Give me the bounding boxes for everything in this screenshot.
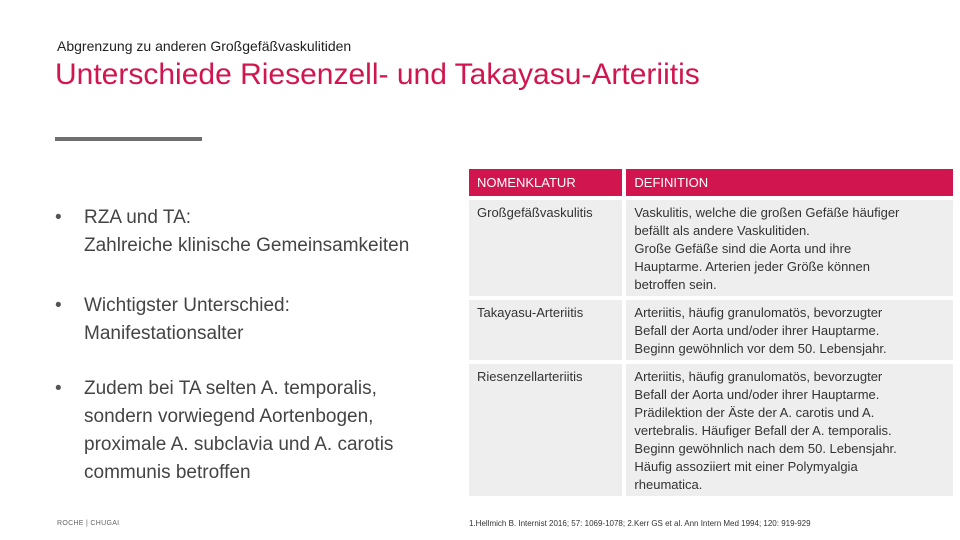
definition-line: Hauptarme. Arterien jeder Größe können (634, 259, 870, 274)
bullet-line: Manifestationsalter (84, 323, 244, 344)
definition-cell (626, 296, 953, 360)
bullet-item (55, 292, 460, 348)
term-cell: Takayasu-Arteriitis (469, 296, 626, 360)
bullet-dot-icon: • (55, 207, 62, 228)
bullet-line: proximale A. subclavia und A. carotis (84, 434, 394, 455)
definition-cell (626, 196, 953, 296)
bullet-item (55, 204, 460, 260)
column-header-nomenklatur: NOMENKLATUR (469, 169, 626, 196)
definition-line: Arteriitis, häufig granulomatös, bevorzugter (634, 305, 883, 320)
table-row (469, 196, 953, 296)
section-kicker: Abgrenzung zu anderen Großgefäßvaskulitiden (57, 38, 352, 54)
definition-line: rheumatica. (634, 477, 703, 492)
definition-line: Arteriitis, häufig granulomatös, bevorzugter (634, 369, 883, 384)
definition-line: Beginn gewöhnlich vor dem 50. Lebensjahr. (634, 341, 887, 356)
footer-reference: 1.Hellmich B. Internist 2016; 57: 1069-1078; 2.Kerr GS et al. Ann Intern Med 1994; 120: 919-929 (469, 519, 811, 528)
definition-cell (626, 360, 953, 496)
bullet-item (55, 375, 460, 487)
definition-line: Häufig assoziiert mit einer Polymyalgia (634, 459, 858, 474)
definition-line: vertebralis. Häufiger Befall der A. temporalis. (634, 423, 892, 438)
bullet-line: Zahlreiche klinische Gemeinsamkeiten (84, 235, 410, 256)
definition-line: Prädilektion der Äste der A. carotis und A. (634, 405, 875, 420)
bullet-line: Wichtigster Unterschied: (84, 295, 290, 316)
table-header-row (469, 169, 953, 196)
definition-line: Vaskulitis, welche die großen Gefäße häufiger (634, 205, 900, 220)
bullet-line: communis betroffen (84, 462, 251, 483)
definition-line: betroffen sein. (634, 277, 717, 292)
definition-line: Beginn gewöhnlich nach dem 50. Lebensjahr. (634, 441, 897, 456)
column-header-definition: DEFINITION (626, 169, 953, 196)
definition-line: Große Gefäße sind die Aorta und ihre (634, 241, 852, 256)
slide-title: Unterschiede Riesenzell- und Takayasu-Arteriitis (55, 58, 700, 91)
bullet-dot-icon: • (55, 378, 62, 399)
footer-brand: ROCHE | CHUGAI (57, 520, 120, 527)
bullet-line: sondern vorwiegend Aortenbogen, (84, 406, 374, 427)
term-cell: Großgefäßvaskulitis (469, 196, 626, 296)
bullet-list (55, 200, 460, 487)
definition-line: Befall der Aorta und/oder ihrer Hauptarme. (634, 323, 880, 338)
nomenclature-table (469, 169, 953, 496)
term-cell: Riesenzellarteriitis (469, 360, 626, 496)
table-row (469, 296, 953, 360)
title-underline (55, 137, 202, 141)
definition-line: befällt als andere Vaskulitiden. (634, 223, 810, 238)
bullet-line: RZA und TA: (84, 207, 192, 228)
bullet-dot-icon: • (55, 295, 62, 316)
definition-line: Befall der Aorta und/oder ihrer Hauptarme. (634, 387, 880, 402)
bullet-line: Zudem bei TA selten A. temporalis, (84, 378, 377, 399)
table-row (469, 360, 953, 496)
